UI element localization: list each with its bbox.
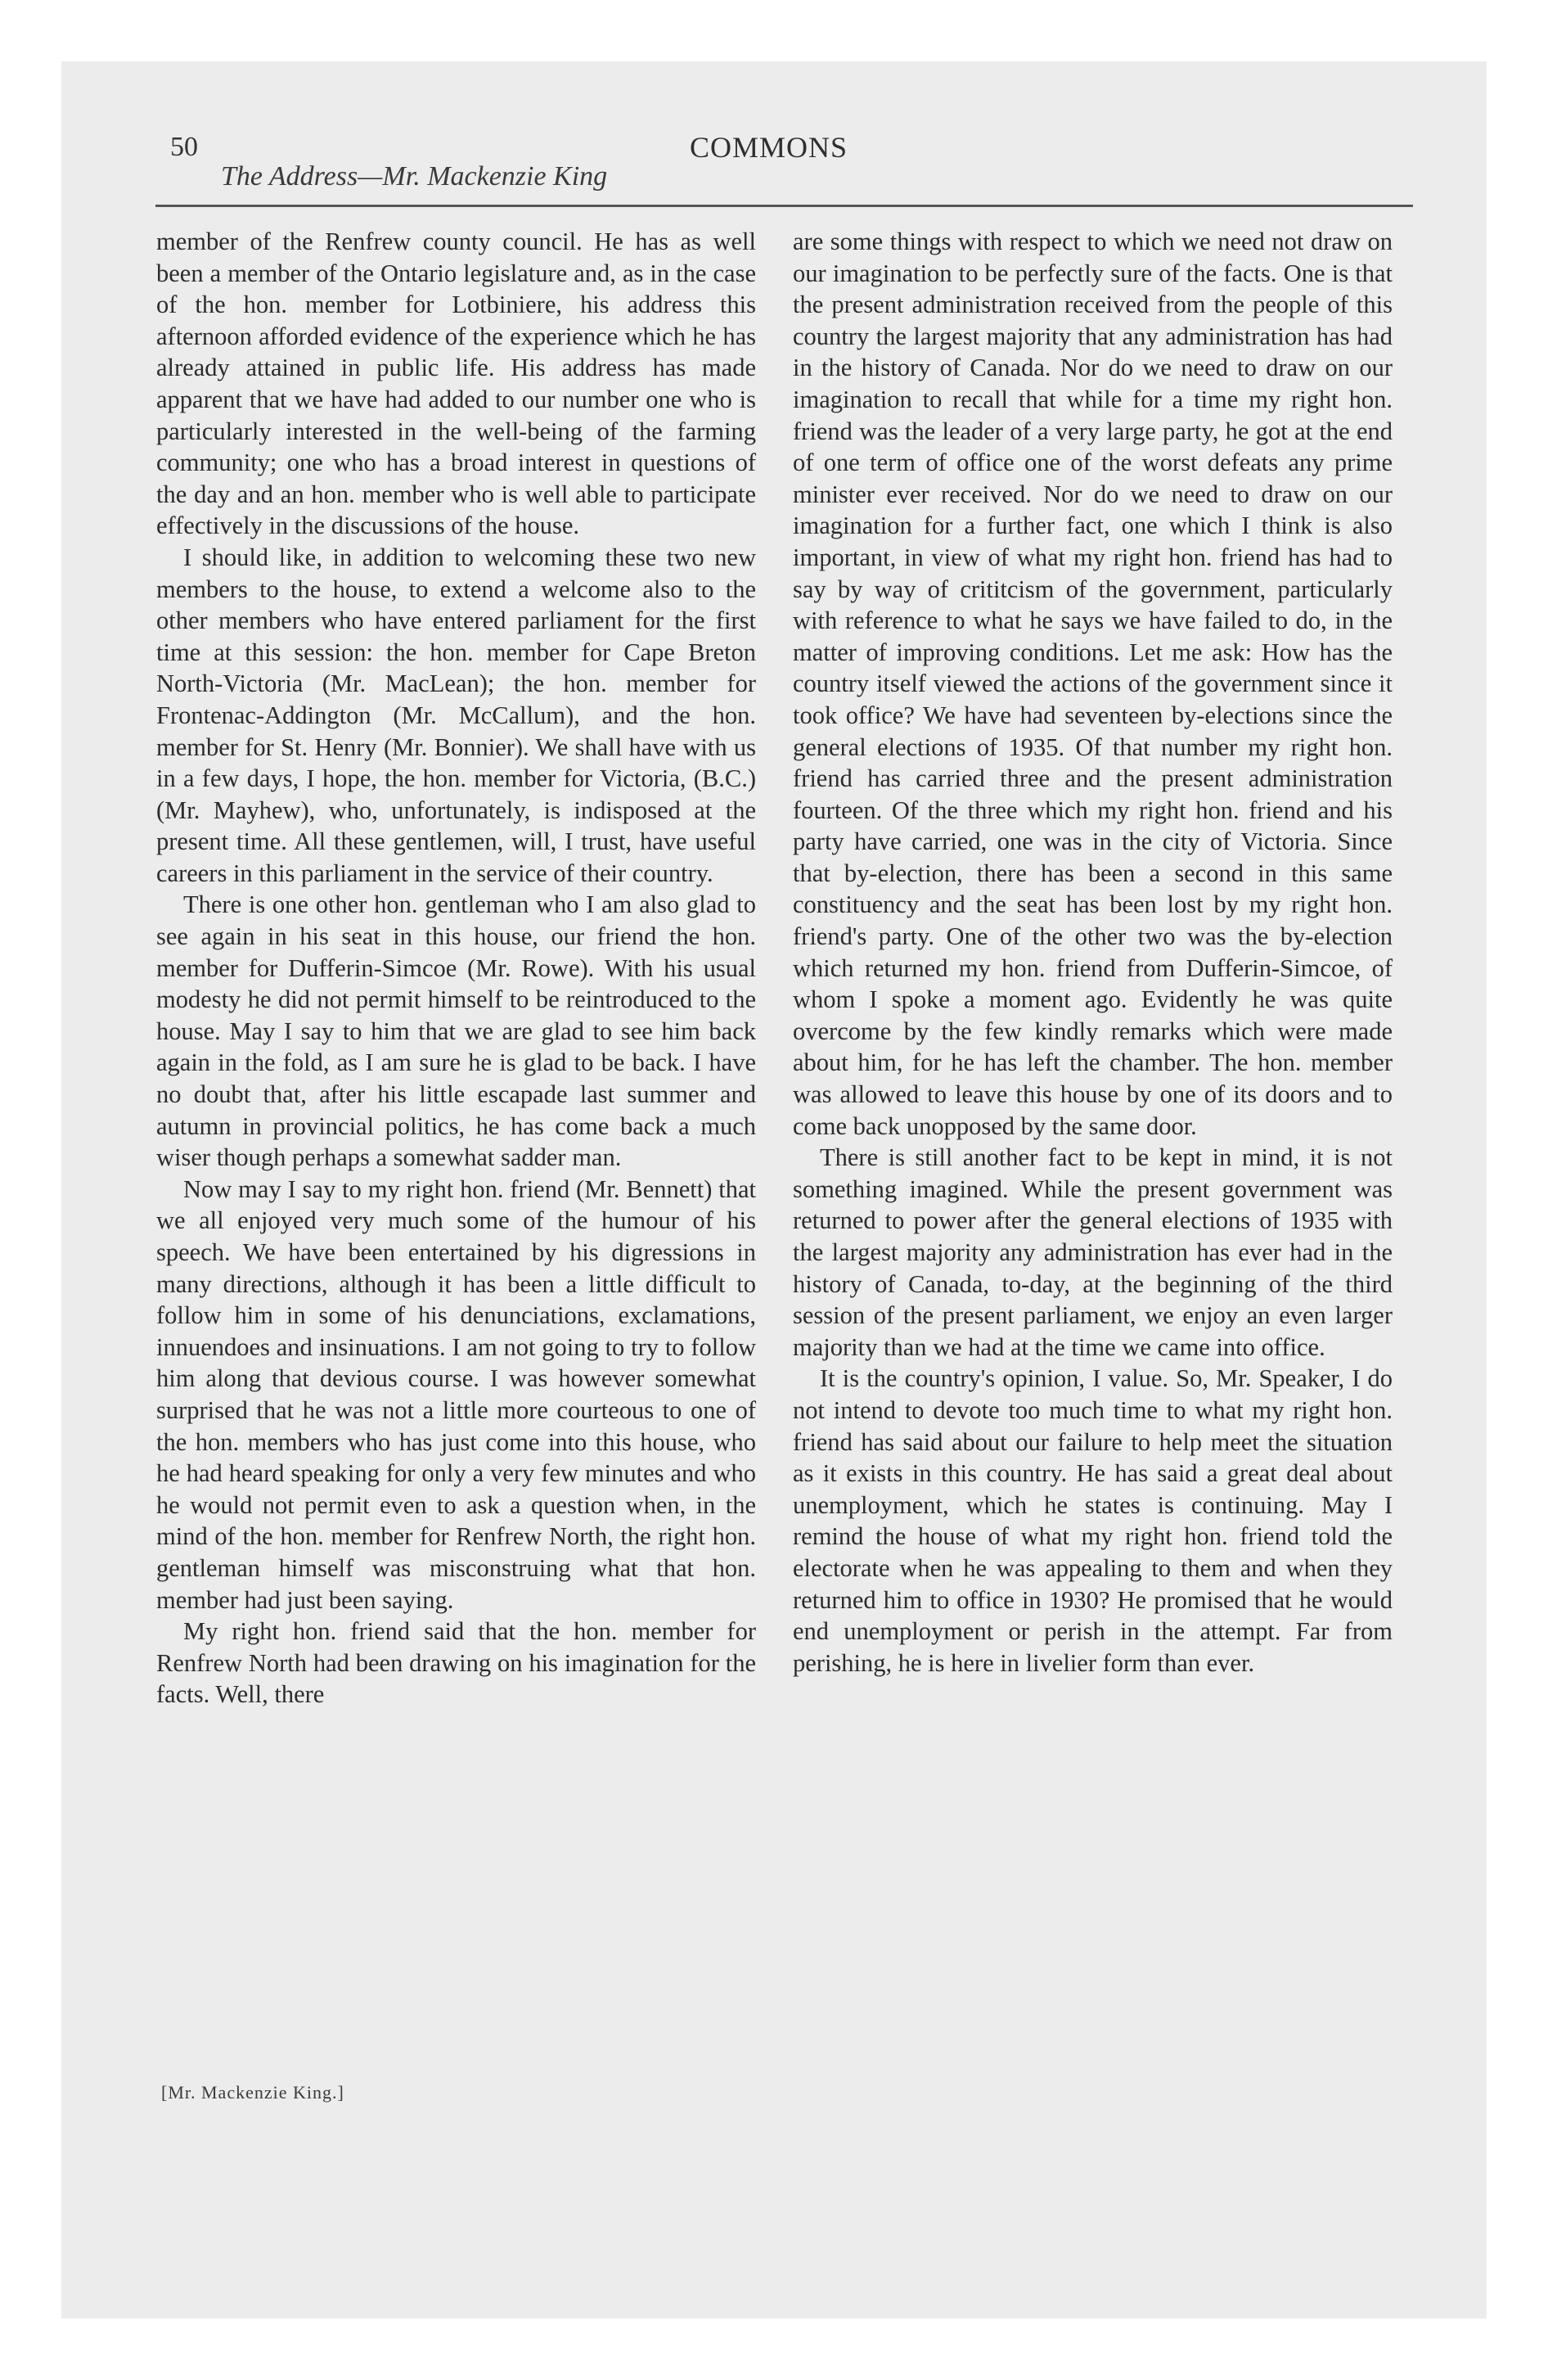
speaker-note: [Mr. Mackenzie King.] [161, 2082, 344, 2103]
paragraph: It is the country's opinion, I value. So, Mr. Speaker, I do not intend to devote too much time to what my right hon. friend has said about our failure to help meet the situation as it exists in this country. He has said a great deal about unemployment, which he states is continuing. May I remind the house of what my right hon. friend told the electorate when he was appealing to them and when they returned him to office in 1930? He promised that he would end unemployment or perish in the attempt. Far from perishing, he is here in livelier form than ever. [793, 1364, 1393, 1677]
paragraph: I should like, in addition to welcoming these two new members to the house, to extend a welcome also to the other members who have entered parliament for the first time at this session: the hon. member for Cape Breton North-Victoria (Mr. MacLean); the hon. member for Frontenac-Addington (Mr. McCallum), and the hon. member for St. Henry (Mr. Bonnier). We shall have with us in a few days, I hope, the hon. member for Victoria, (B.C.) (Mr. Mayhew), who, unfortunately, is indisposed at the present time. All these gentlemen, will, I trust, have useful careers in this parliament in the service of their country. [156, 543, 756, 887]
paragraph: My right hon. friend said that the hon. member for Renfrew North had been drawing on his imagination for the facts. Well, there [156, 1617, 756, 1709]
paragraph: are some things with respect to which we need not draw on our imagination to be perfectly sure of the facts. One is that the present administration received from the people of this country the largest majority that any administration has had in the history of Canada. Nor do we need to draw on our imagination to recall that while for a time my right hon. friend was the leader of a very large party, he got at the end of one term of office one of the worst defeats any prime minister ever received. Nor do we need to draw on our imagination for a further fact, one which I think is also important, in view of what my right hon. friend has had to say by way of crititcism of the government, particularly with reference to what he says we have failed to do, in the matter of improving conditions. Let me ask: How has the country itself viewed the actions of the government since it took office? We have had seventeen by-elections since the general elections of 1935. Of that number my right hon. friend has carried three and the present administration fourteen. Of the three which my right hon. friend and his party have carried, one was in the city of Victoria. Since that by-election, there has been a second in this same constituency and the seat has been lost by my right hon. friend's party. One of the other two was the by-election which returned my hon. friend from Dufferin-Simcoe, of whom I spoke a moment ago. Evidently he was quite overcome by the few kindly remarks which were made about him, for he has left the chamber. The hon. member was allowed to leave this house by one of its doors and to come back unopposed by the same door. [793, 228, 1393, 1140]
paragraph: Now may I say to my right hon. friend (Mr. Bennett) that we all enjoyed very much some of the humour of his speech. We have been entertained by his digressions in many directions, although it has been a little difficult to follow him in some of his denunciations, exclamations, innuendoes and insinuations. I am not going to try to follow him along that devious course. I was however somewhat surprised that he was not a little more courteous to one of the hon. members who has just come into this house, who he had heard speaking for only a very few minutes and who he would not permit even to ask a question when, in the mind of the hon. member for Renfrew North, the right hon. gentleman himself was misconstruing what that hon. member had just been saying. [156, 1174, 756, 1614]
paragraph: There is one other hon. gentleman who I am also glad to see again in his seat in this house, our friend the hon. member for Dufferin-Simcoe (Mr. Rowe). With his usual modesty he did not permit himself to be reintroduced to the house. May I say to him that we are glad to see him back again in the fold, as I am sure he is glad to be back. I have no doubt that, after his little escapade last summer and autumn in provincial politics, he has come back a much wiser though perhaps a somewhat sadder man. [156, 890, 756, 1172]
left-column [156, 226, 756, 1711]
paragraph: member of the Renfrew county council. He has as well been a member of the Ontario legislature and, as in the case of the hon. member for Lotbiniere, his address this afternoon afforded evidence of the experience which he has already attained in public life. His address has made apparent that we have had added to our number one who is particularly interested in the well-being of the farming community; one who has a broad interest in questions of the day and an hon. member who is well able to participate effectively in the discussions of the house. [156, 228, 756, 540]
right-column [793, 226, 1393, 1679]
running-head: The Address—Mr. Mackenzie King [221, 161, 608, 192]
page-number: 50 [170, 132, 198, 162]
header-rule [155, 205, 1413, 207]
house-title: COMMONS [690, 131, 848, 164]
paragraph: There is still another fact to be kept in mind, it is not something imagined. While the present government was returned to power after the general elections of 1935 with the largest majority any administration has ever had in the history of Canada, to-day, at the beginning of the third session of the present parliament, we enjoy an even larger majority than we had at the time we came into office. [793, 1143, 1393, 1361]
